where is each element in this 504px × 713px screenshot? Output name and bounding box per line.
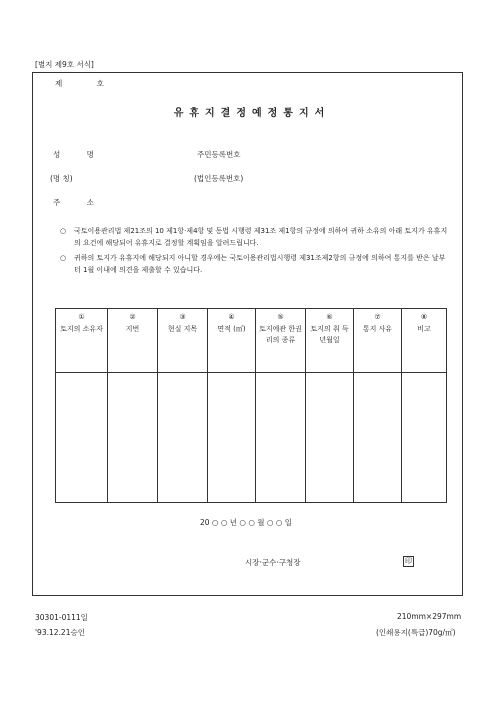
form-code: 30301-0111일 — [35, 613, 88, 622]
table-cell[interactable] — [108, 373, 158, 503]
issuer-label: 시장·군수·구청장 — [245, 558, 301, 567]
table-cell[interactable] — [208, 373, 256, 503]
paper-spec: (인쇄용지(특급)70g/㎡) — [376, 628, 456, 637]
corp-id-label: (법인등록번호) — [194, 174, 244, 183]
column-header: ⑦ 통지 사유 — [354, 309, 402, 373]
paper-size: 210mm×297mm — [397, 612, 462, 621]
approval-date: '93.12.21승인 — [35, 628, 85, 637]
table-cell[interactable] — [158, 373, 208, 503]
table-cell[interactable] — [402, 373, 447, 503]
column-header: ⑥ 토지의 취 득 년월일 — [306, 309, 354, 373]
date-line: 20 ○ ○ 년 ○ ○ 월 ○ ○ 일 — [200, 518, 292, 527]
table-cell[interactable] — [56, 373, 108, 503]
table-row — [56, 373, 447, 503]
land-table — [55, 308, 447, 503]
notice-item — [60, 252, 450, 276]
address-label: 주 소 — [53, 198, 106, 207]
notice-text: 귀하의 토지가 유휴지에 해당되지 아니할 경우에는 국토이용관리법시행령 제31조제2항의 규정에 의하여 통지를 받은 날부터 1월 이내에 의견을 제출할 수 있습니다. — [74, 254, 446, 274]
column-header: ④ 면적 (㎡) — [208, 309, 256, 373]
table-cell[interactable] — [354, 373, 402, 503]
column-header: ③ 현실 지목 — [158, 309, 208, 373]
notice-text: 국토이용관리법 제21조의 10 제1항·제4항 및 동법 시행령 제31조 제1항의 규정에 의하여 귀하 소유의 아래 토지가 유휴지의 요건에 해당되어 유휴지로 결정할 계획임을 알려드립니다. — [74, 227, 448, 247]
column-header: ⑧ 비고 — [402, 309, 447, 373]
bullet-icon: ○ — [60, 254, 67, 262]
resident-id-label: 주민등록번호 — [197, 150, 241, 159]
document-number-label: 제 호 — [55, 79, 120, 88]
table-cell[interactable] — [306, 373, 354, 503]
table-cell[interactable] — [256, 373, 306, 503]
table-header-row — [56, 309, 447, 373]
form-label: [별지 제9호 서식] — [35, 60, 94, 69]
column-header: ② 지번 — [108, 309, 158, 373]
corp-name-label: (명 칭) — [50, 174, 73, 183]
column-header: ① 토지의 소유자 — [56, 309, 108, 373]
page-title: 유휴지결정예정통지서 — [173, 108, 331, 119]
bullet-icon: ○ — [60, 227, 67, 235]
name-label: 성 명 — [53, 150, 106, 159]
notice-item — [60, 225, 450, 249]
seal-icon: 印 — [405, 557, 412, 565]
column-header: ⑤ 토지에관 한권리의 종류 — [256, 309, 306, 373]
